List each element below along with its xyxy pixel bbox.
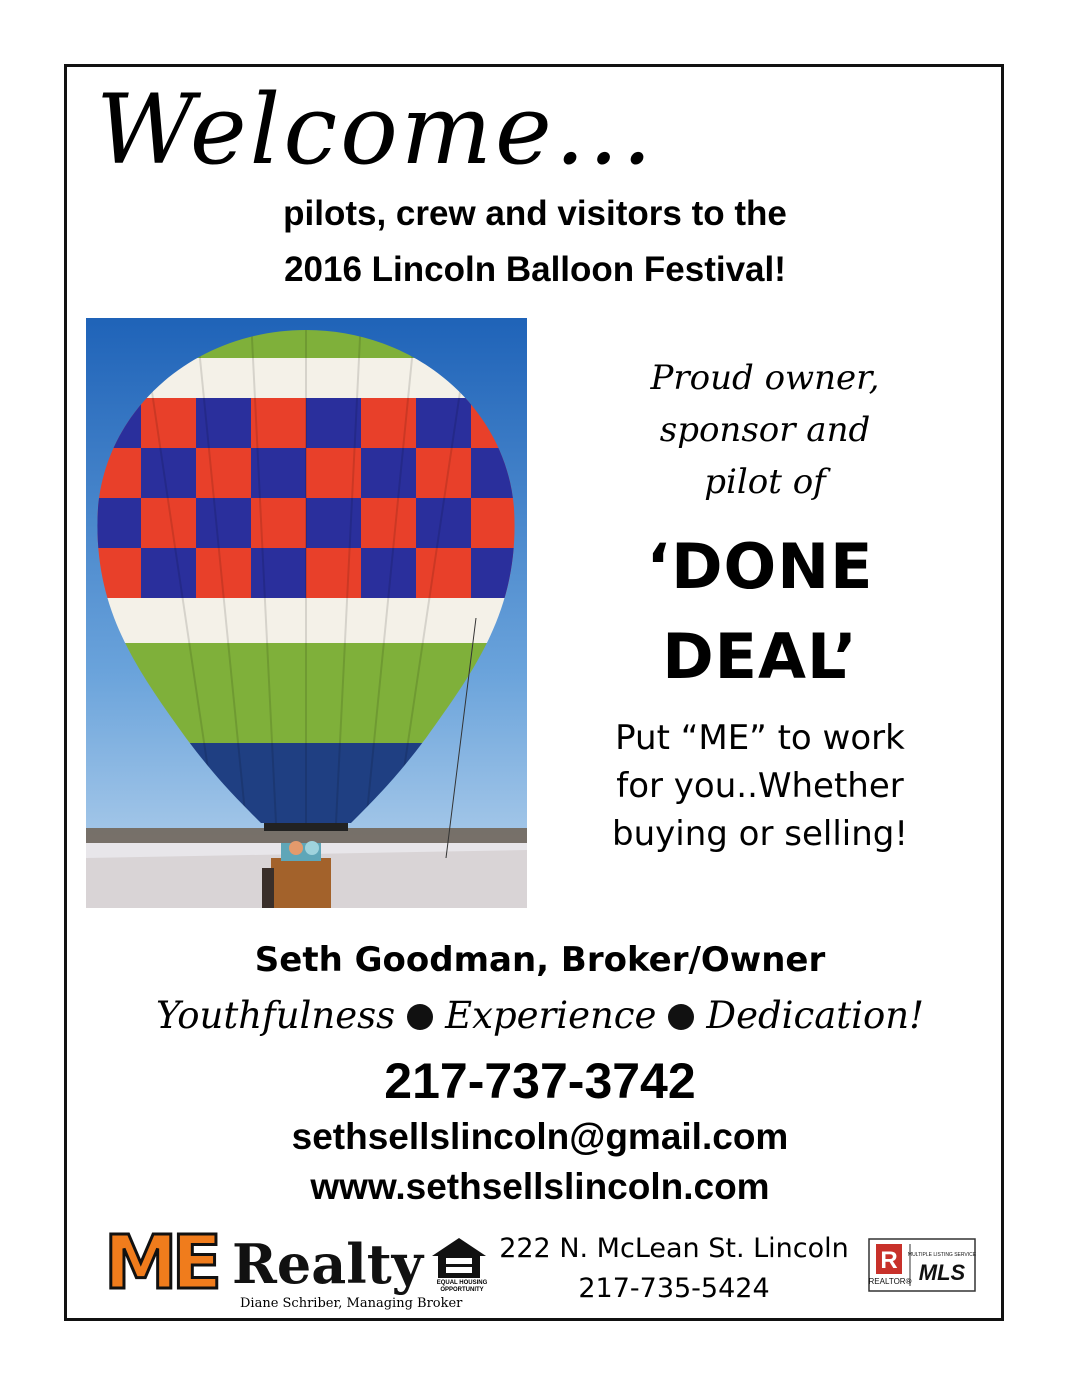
tagline (130, 988, 950, 1044)
pitch-line-2: for you..Whether (616, 766, 904, 806)
realtor-mls-icon (868, 1238, 976, 1292)
logo-me: ME (104, 1220, 217, 1306)
realtor-label: REALTOR® (868, 1277, 912, 1286)
mls-small-label: MULTIPLE LISTING SERVICE (907, 1252, 976, 1258)
logo-realty: Realty (232, 1232, 424, 1296)
phone-number[interactable]: 217-737-3742 (384, 1053, 696, 1109)
pitch-line-3: buying or selling! (612, 814, 908, 854)
sponsor-line-3: pilot of (704, 462, 826, 502)
bullet-icon (407, 1004, 433, 1030)
tagline-experience: Experience (445, 994, 657, 1037)
office-phone[interactable]: 217-735-5424 (578, 1273, 770, 1304)
bullet-icon (668, 1004, 694, 1030)
balloon-name: ‘DONE DEAL’ (646, 530, 874, 693)
managing-broker: Diane Schriber, Managing Broker (240, 1296, 463, 1311)
tagline-dedication: Dedication! (706, 994, 924, 1037)
welcome-heading: Welcome... (96, 74, 656, 186)
headline-line-1: pilots, crew and visitors to the (283, 194, 787, 233)
pitch-line-1: Put “ME” to work (615, 718, 905, 758)
equal-housing-label: EQUAL HOUSING OPPORTUNITY (436, 1280, 488, 1293)
balloon-photo (86, 318, 527, 908)
svg-text:R: R (880, 1247, 898, 1274)
sponsor-line-2: sponsor and (659, 410, 871, 450)
sponsor-line-1: Proud owner, (650, 358, 880, 398)
broker-name: Seth Goodman, Broker/Owner (254, 940, 826, 980)
headline-line-2: 2016 Lincoln Balloon Festival! (284, 250, 786, 289)
office-address: 222 N. McLean St. Lincoln (499, 1233, 849, 1264)
email-link[interactable]: sethsellslincoln@gmail.com (291, 1116, 789, 1157)
website-link[interactable]: www.sethsellslincoln.com (310, 1166, 770, 1207)
mls-label: MLS (918, 1260, 966, 1285)
tagline-youthfulness: Youthfulness (156, 994, 396, 1037)
